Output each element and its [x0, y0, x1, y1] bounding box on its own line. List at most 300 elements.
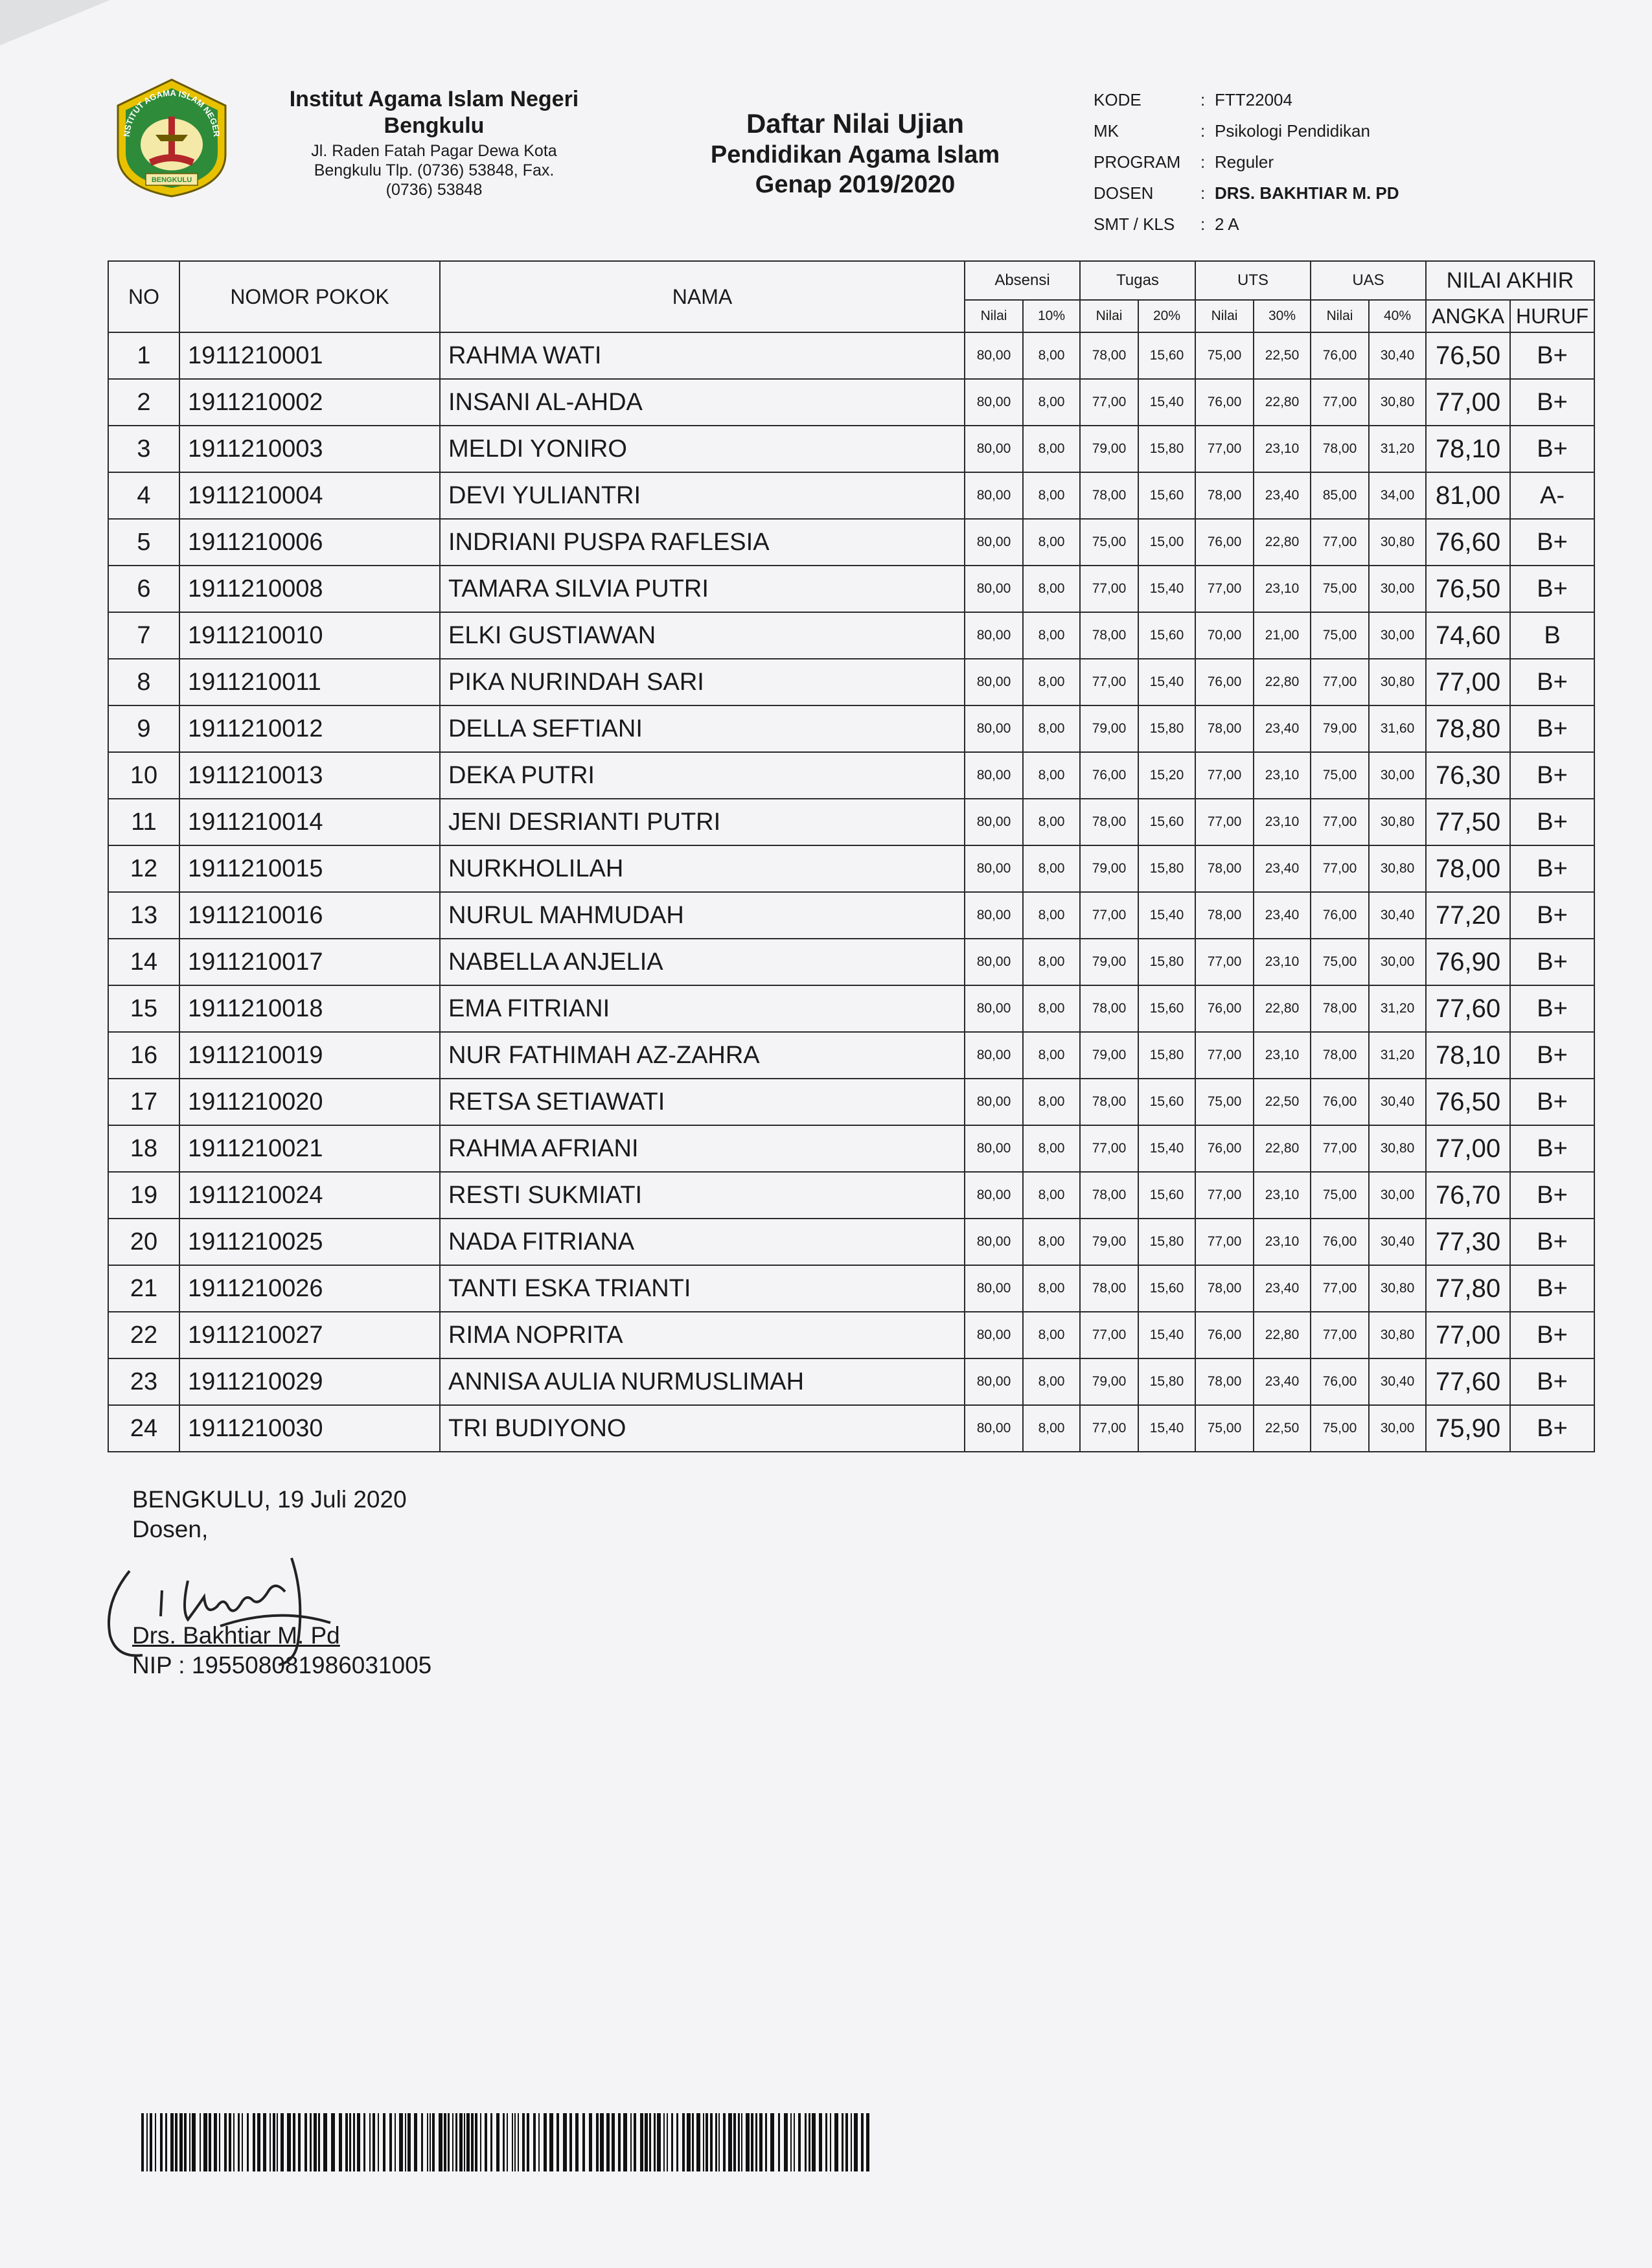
institution-address-3: (0736) 53848 [385, 181, 483, 199]
table-row [108, 1125, 1594, 1172]
cell-absensi-nilai: 80,00 [965, 985, 1023, 1032]
cell-tugas-nilai: 78,00 [1080, 1079, 1138, 1125]
cell-huruf: B+ [1510, 379, 1594, 426]
cell-nomor-pokok: 1911210025 [179, 1219, 440, 1265]
cell-nomor-pokok: 1911210019 [179, 1032, 440, 1079]
header-absensi-nilai: Nilai [965, 300, 1023, 332]
cell-huruf: B+ [1510, 939, 1594, 985]
cell-absensi-nilai: 80,00 [965, 1032, 1023, 1079]
header-tugas: Tugas [1080, 261, 1195, 300]
cell-absensi-nilai: 80,00 [965, 379, 1023, 426]
table-row [108, 939, 1594, 985]
cell-uts-30: 22,80 [1254, 1125, 1311, 1172]
cell-tugas-20: 15,80 [1138, 426, 1195, 472]
table-row [108, 1172, 1594, 1219]
cell-tugas-nilai: 78,00 [1080, 1172, 1138, 1219]
cell-uts-nilai: 70,00 [1195, 612, 1254, 659]
header-uas: UAS [1311, 261, 1426, 300]
cell-uts-nilai: 78,00 [1195, 705, 1254, 752]
table-row [108, 1079, 1594, 1125]
cell-no: 8 [108, 659, 179, 705]
cell-uas-nilai: 75,00 [1311, 1405, 1369, 1452]
cell-absensi-10: 8,00 [1023, 1219, 1080, 1265]
cell-tugas-20: 15,60 [1138, 612, 1195, 659]
cell-huruf: B+ [1510, 1405, 1594, 1452]
institution-address-2: Bengkulu Tlp. (0736) 53848, Fax. [314, 161, 555, 179]
cell-angka: 77,00 [1426, 1312, 1510, 1358]
cell-huruf: B+ [1510, 566, 1594, 612]
cell-uas-40: 31,20 [1369, 1032, 1426, 1079]
cell-uas-40: 30,00 [1369, 939, 1426, 985]
cell-uas-nilai: 78,00 [1311, 426, 1369, 472]
cell-uas-40: 30,80 [1369, 1265, 1426, 1312]
signature-place-date: BENGKULU, 19 Juli 2020 [132, 1486, 407, 1513]
cell-uts-nilai: 76,00 [1195, 379, 1254, 426]
cell-absensi-10: 8,00 [1023, 332, 1080, 379]
cell-tugas-nilai: 79,00 [1080, 1032, 1138, 1079]
cell-uas-40: 30,40 [1369, 332, 1426, 379]
cell-uts-30: 23,40 [1254, 892, 1311, 939]
header-no: NO [108, 261, 179, 332]
grades-table-body [108, 332, 1594, 1452]
cell-angka: 76,50 [1426, 332, 1510, 379]
cell-nama: NURUL MAHMUDAH [440, 892, 965, 939]
cell-uts-nilai: 78,00 [1195, 472, 1254, 519]
cell-uas-nilai: 77,00 [1311, 1265, 1369, 1312]
cell-uas-nilai: 77,00 [1311, 1312, 1369, 1358]
cell-nomor-pokok: 1911210001 [179, 332, 440, 379]
institution-seal-logo [110, 76, 233, 200]
cell-uas-nilai: 76,00 [1311, 892, 1369, 939]
cell-tugas-nilai: 79,00 [1080, 426, 1138, 472]
cell-nama: TAMARA SILVIA PUTRI [440, 566, 965, 612]
cell-nama: NURKHOLILAH [440, 845, 965, 892]
header-tugas-nilai: Nilai [1080, 300, 1138, 332]
cell-absensi-10: 8,00 [1023, 1125, 1080, 1172]
cell-absensi-10: 8,00 [1023, 705, 1080, 752]
cell-huruf: B+ [1510, 519, 1594, 566]
cell-tugas-20: 15,80 [1138, 845, 1195, 892]
header-uas-nilai: Nilai [1311, 300, 1369, 332]
cell-uts-nilai: 77,00 [1195, 939, 1254, 985]
cell-uas-40: 30,40 [1369, 1358, 1426, 1405]
meta-row-mk: MK : Psikologi Pendidikan [1094, 121, 1370, 141]
cell-nomor-pokok: 1911210026 [179, 1265, 440, 1312]
grades-table [108, 260, 1595, 1452]
header-absensi: Absensi [965, 261, 1080, 300]
cell-absensi-10: 8,00 [1023, 1405, 1080, 1452]
cell-angka: 77,50 [1426, 799, 1510, 845]
cell-tugas-20: 15,80 [1138, 1219, 1195, 1265]
cell-uts-30: 23,10 [1254, 1172, 1311, 1219]
cell-uas-nilai: 76,00 [1311, 1219, 1369, 1265]
cell-uts-30: 23,10 [1254, 1032, 1311, 1079]
cell-uas-40: 30,80 [1369, 659, 1426, 705]
cell-uts-30: 22,80 [1254, 519, 1311, 566]
table-row [108, 472, 1594, 519]
cell-absensi-10: 8,00 [1023, 752, 1080, 799]
meta-row-smt-kls: SMT / KLS : 2 A [1094, 214, 1239, 234]
cell-uts-nilai: 76,00 [1195, 985, 1254, 1032]
cell-no: 17 [108, 1079, 179, 1125]
cell-tugas-20: 15,80 [1138, 705, 1195, 752]
signature-name: Drs. Bakhtiar M. Pd [132, 1622, 340, 1649]
header-nilai-akhir: NILAI AKHIR [1426, 261, 1594, 300]
cell-uas-nilai: 78,00 [1311, 985, 1369, 1032]
cell-absensi-nilai: 80,00 [965, 799, 1023, 845]
cell-uas-nilai: 77,00 [1311, 379, 1369, 426]
cell-nama: RAHMA WATI [440, 332, 965, 379]
cell-nomor-pokok: 1911210006 [179, 519, 440, 566]
cell-absensi-10: 8,00 [1023, 659, 1080, 705]
cell-uas-40: 31,60 [1369, 705, 1426, 752]
cell-nama: MELDI YONIRO [440, 426, 965, 472]
cell-nama: RETSA SETIAWATI [440, 1079, 965, 1125]
cell-angka: 74,60 [1426, 612, 1510, 659]
cell-uts-30: 23,10 [1254, 799, 1311, 845]
cell-angka: 77,60 [1426, 985, 1510, 1032]
cell-absensi-nilai: 80,00 [965, 705, 1023, 752]
cell-angka: 77,00 [1426, 379, 1510, 426]
cell-uas-40: 30,40 [1369, 892, 1426, 939]
cell-uts-nilai: 78,00 [1195, 1265, 1254, 1312]
table-row [108, 379, 1594, 426]
cell-absensi-10: 8,00 [1023, 426, 1080, 472]
cell-no: 4 [108, 472, 179, 519]
cell-angka: 76,30 [1426, 752, 1510, 799]
cell-nama: JENI DESRIANTI PUTRI [440, 799, 965, 845]
cell-huruf: B+ [1510, 659, 1594, 705]
cell-nama: NUR FATHIMAH AZ-ZAHRA [440, 1032, 965, 1079]
cell-nama: INSANI AL-AHDA [440, 379, 965, 426]
table-row [108, 985, 1594, 1032]
cell-uas-40: 30,00 [1369, 1405, 1426, 1452]
cell-uas-40: 30,80 [1369, 379, 1426, 426]
cell-angka: 78,80 [1426, 705, 1510, 752]
cell-uts-nilai: 77,00 [1195, 1032, 1254, 1079]
institution-block [272, 86, 596, 200]
table-row [108, 1358, 1594, 1405]
cell-tugas-nilai: 75,00 [1080, 519, 1138, 566]
cell-huruf: B+ [1510, 1079, 1594, 1125]
cell-tugas-20: 15,40 [1138, 379, 1195, 426]
cell-nomor-pokok: 1911210004 [179, 472, 440, 519]
cell-angka: 81,00 [1426, 472, 1510, 519]
cell-uts-30: 23,10 [1254, 939, 1311, 985]
cell-tugas-nilai: 77,00 [1080, 379, 1138, 426]
cell-uas-40: 31,20 [1369, 985, 1426, 1032]
cell-tugas-nilai: 77,00 [1080, 892, 1138, 939]
cell-uas-nilai: 75,00 [1311, 1172, 1369, 1219]
cell-tugas-20: 15,00 [1138, 519, 1195, 566]
table-row [108, 799, 1594, 845]
cell-absensi-nilai: 80,00 [965, 1079, 1023, 1125]
cell-tugas-20: 15,40 [1138, 566, 1195, 612]
cell-uas-nilai: 76,00 [1311, 1079, 1369, 1125]
cell-angka: 77,30 [1426, 1219, 1510, 1265]
header-absensi-10: 10% [1023, 300, 1080, 332]
cell-absensi-nilai: 80,00 [965, 1125, 1023, 1172]
cell-tugas-nilai: 76,00 [1080, 752, 1138, 799]
cell-nama: DEKA PUTRI [440, 752, 965, 799]
cell-no: 10 [108, 752, 179, 799]
cell-uts-nilai: 76,00 [1195, 1312, 1254, 1358]
cell-nomor-pokok: 1911210003 [179, 426, 440, 472]
cell-uas-nilai: 78,00 [1311, 1032, 1369, 1079]
cell-uts-nilai: 77,00 [1195, 426, 1254, 472]
cell-absensi-10: 8,00 [1023, 612, 1080, 659]
cell-no: 5 [108, 519, 179, 566]
cell-absensi-nilai: 80,00 [965, 1312, 1023, 1358]
cell-tugas-20: 15,60 [1138, 799, 1195, 845]
cell-uts-nilai: 77,00 [1195, 1219, 1254, 1265]
cell-uas-nilai: 75,00 [1311, 612, 1369, 659]
cell-absensi-10: 8,00 [1023, 892, 1080, 939]
cell-uas-nilai: 75,00 [1311, 566, 1369, 612]
cell-angka: 76,90 [1426, 939, 1510, 985]
cell-no: 18 [108, 1125, 179, 1172]
institution-name: Institut Agama Islam Negeri [289, 87, 579, 111]
cell-huruf: B+ [1510, 426, 1594, 472]
cell-absensi-10: 8,00 [1023, 845, 1080, 892]
cell-no: 22 [108, 1312, 179, 1358]
document-title: Daftar Nilai Ujian [746, 108, 965, 139]
cell-angka: 77,60 [1426, 1358, 1510, 1405]
cell-tugas-nilai: 78,00 [1080, 799, 1138, 845]
header-uts-nilai: Nilai [1195, 300, 1254, 332]
handwritten-signature [91, 1545, 389, 1668]
cell-uts-nilai: 76,00 [1195, 1125, 1254, 1172]
cell-uts-30: 23,10 [1254, 566, 1311, 612]
cell-nama: EMA FITRIANI [440, 985, 965, 1032]
cell-uts-30: 23,10 [1254, 1219, 1311, 1265]
table-row [108, 892, 1594, 939]
cell-uts-nilai: 75,00 [1195, 332, 1254, 379]
cell-angka: 78,10 [1426, 1032, 1510, 1079]
table-row [108, 659, 1594, 705]
cell-tugas-nilai: 77,00 [1080, 1312, 1138, 1358]
header-huruf: HURUF [1510, 300, 1594, 332]
cell-uts-30: 22,50 [1254, 1405, 1311, 1452]
cell-huruf: B+ [1510, 1265, 1594, 1312]
cell-uts-30: 21,00 [1254, 612, 1311, 659]
cell-uas-nilai: 75,00 [1311, 939, 1369, 985]
cell-tugas-20: 15,60 [1138, 332, 1195, 379]
table-row [108, 752, 1594, 799]
cell-uts-30: 23,40 [1254, 1358, 1311, 1405]
cell-uas-nilai: 79,00 [1311, 705, 1369, 752]
barcode [141, 2113, 869, 2171]
cell-nomor-pokok: 1911210014 [179, 799, 440, 845]
cell-uts-30: 23,40 [1254, 705, 1311, 752]
cell-uas-40: 30,80 [1369, 845, 1426, 892]
cell-huruf: B+ [1510, 332, 1594, 379]
cell-nama: RAHMA AFRIANI [440, 1125, 965, 1172]
cell-tugas-20: 15,40 [1138, 1405, 1195, 1452]
cell-tugas-20: 15,60 [1138, 985, 1195, 1032]
cell-nama: TRI BUDIYONO [440, 1405, 965, 1452]
cell-uas-nilai: 77,00 [1311, 799, 1369, 845]
cell-no: 24 [108, 1405, 179, 1452]
cell-absensi-nilai: 80,00 [965, 1358, 1023, 1405]
cell-uts-nilai: 76,00 [1195, 659, 1254, 705]
cell-absensi-10: 8,00 [1023, 799, 1080, 845]
header-nama: NAMA [440, 261, 965, 332]
cell-huruf: B+ [1510, 1032, 1594, 1079]
cell-huruf: B+ [1510, 1312, 1594, 1358]
cell-huruf: B+ [1510, 845, 1594, 892]
cell-angka: 75,90 [1426, 1405, 1510, 1452]
header-tugas-20: 20% [1138, 300, 1195, 332]
cell-nama: ANNISA AULIA NURMUSLIMAH [440, 1358, 965, 1405]
cell-uas-nilai: 77,00 [1311, 1125, 1369, 1172]
cell-tugas-nilai: 79,00 [1080, 939, 1138, 985]
table-row [108, 426, 1594, 472]
cell-absensi-10: 8,00 [1023, 566, 1080, 612]
header-uts: UTS [1195, 261, 1311, 300]
cell-uts-30: 23,10 [1254, 752, 1311, 799]
cell-uts-nilai: 77,00 [1195, 1172, 1254, 1219]
cell-tugas-nilai: 78,00 [1080, 612, 1138, 659]
cell-no: 23 [108, 1358, 179, 1405]
header-uas-40: 40% [1369, 300, 1426, 332]
document-subtitle: Pendidikan Agama Islam [710, 141, 1000, 168]
cell-no: 15 [108, 985, 179, 1032]
cell-nomor-pokok: 1911210002 [179, 379, 440, 426]
cell-huruf: B+ [1510, 1219, 1594, 1265]
cell-nomor-pokok: 1911210008 [179, 566, 440, 612]
signature-nip: NIP : 195508081986031005 [132, 1652, 432, 1678]
table-row [108, 705, 1594, 752]
cell-uas-40: 30,00 [1369, 752, 1426, 799]
table-row [108, 1405, 1594, 1452]
cell-absensi-nilai: 80,00 [965, 939, 1023, 985]
table-row [108, 519, 1594, 566]
cell-huruf: B [1510, 612, 1594, 659]
cell-no: 20 [108, 1219, 179, 1265]
cell-nama: ELKI GUSTIAWAN [440, 612, 965, 659]
cell-uas-40: 30,00 [1369, 1172, 1426, 1219]
cell-uts-nilai: 75,00 [1195, 1079, 1254, 1125]
cell-tugas-20: 15,60 [1138, 1172, 1195, 1219]
cell-huruf: B+ [1510, 1172, 1594, 1219]
cell-absensi-nilai: 80,00 [965, 566, 1023, 612]
cell-tugas-nilai: 78,00 [1080, 1265, 1138, 1312]
cell-tugas-20: 15,60 [1138, 472, 1195, 519]
table-row [108, 1032, 1594, 1079]
cell-uas-40: 30,80 [1369, 519, 1426, 566]
cell-no: 9 [108, 705, 179, 752]
cell-nomor-pokok: 1911210015 [179, 845, 440, 892]
cell-nama: RIMA NOPRITA [440, 1312, 965, 1358]
cell-huruf: B+ [1510, 705, 1594, 752]
cell-tugas-20: 15,60 [1138, 1079, 1195, 1125]
header-angka: ANGKA [1426, 300, 1510, 332]
cell-absensi-nilai: 80,00 [965, 752, 1023, 799]
cell-uas-40: 30,40 [1369, 1079, 1426, 1125]
meta-row-program: PROGRAM : Reguler [1094, 152, 1274, 172]
cell-tugas-nilai: 78,00 [1080, 472, 1138, 519]
table-row [108, 845, 1594, 892]
cell-nomor-pokok: 1911210018 [179, 985, 440, 1032]
cell-absensi-nilai: 80,00 [965, 1172, 1023, 1219]
cell-absensi-10: 8,00 [1023, 1265, 1080, 1312]
cell-absensi-nilai: 80,00 [965, 612, 1023, 659]
cell-absensi-10: 8,00 [1023, 1172, 1080, 1219]
cell-nama: PIKA NURINDAH SARI [440, 659, 965, 705]
cell-nama: DELLA SEFTIANI [440, 705, 965, 752]
cell-nomor-pokok: 1911210030 [179, 1405, 440, 1452]
page-fold-corner [0, 0, 110, 45]
cell-nomor-pokok: 1911210021 [179, 1125, 440, 1172]
cell-uas-40: 30,80 [1369, 1125, 1426, 1172]
cell-uas-40: 34,00 [1369, 472, 1426, 519]
cell-uts-30: 23,40 [1254, 472, 1311, 519]
cell-uts-nilai: 78,00 [1195, 845, 1254, 892]
cell-nomor-pokok: 1911210013 [179, 752, 440, 799]
cell-angka: 77,80 [1426, 1265, 1510, 1312]
cell-tugas-20: 15,20 [1138, 752, 1195, 799]
cell-nomor-pokok: 1911210017 [179, 939, 440, 985]
cell-no: 13 [108, 892, 179, 939]
cell-uts-30: 22,50 [1254, 332, 1311, 379]
cell-uas-40: 30,80 [1369, 799, 1426, 845]
cell-uts-nilai: 77,00 [1195, 752, 1254, 799]
cell-nama: NABELLA ANJELIA [440, 939, 965, 985]
cell-no: 21 [108, 1265, 179, 1312]
cell-tugas-20: 15,80 [1138, 1358, 1195, 1405]
seal-text-top: NSTITUT AGAMA ISLAM NEGER [121, 87, 222, 137]
cell-angka: 77,00 [1426, 1125, 1510, 1172]
cell-uas-40: 30,00 [1369, 566, 1426, 612]
table-row [108, 332, 1594, 379]
course-meta [1094, 84, 1399, 240]
cell-uts-nilai: 78,00 [1195, 892, 1254, 939]
cell-huruf: B+ [1510, 752, 1594, 799]
cell-nomor-pokok: 1911210011 [179, 659, 440, 705]
cell-absensi-10: 8,00 [1023, 519, 1080, 566]
cell-tugas-nilai: 79,00 [1080, 845, 1138, 892]
cell-uas-40: 31,20 [1369, 426, 1426, 472]
cell-nama: DEVI YULIANTRI [440, 472, 965, 519]
cell-no: 7 [108, 612, 179, 659]
cell-uas-nilai: 77,00 [1311, 659, 1369, 705]
cell-uts-nilai: 75,00 [1195, 1405, 1254, 1452]
meta-row-dosen: DOSEN : DRS. BAKHTIAR M. PD [1094, 183, 1399, 203]
cell-huruf: B+ [1510, 1358, 1594, 1405]
cell-absensi-10: 8,00 [1023, 985, 1080, 1032]
table-row [108, 1312, 1594, 1358]
cell-uts-30: 22,80 [1254, 985, 1311, 1032]
cell-uts-30: 23,10 [1254, 426, 1311, 472]
table-row [108, 612, 1594, 659]
cell-no: 19 [108, 1172, 179, 1219]
cell-huruf: B+ [1510, 799, 1594, 845]
cell-nama: NADA FITRIANA [440, 1219, 965, 1265]
cell-absensi-nilai: 80,00 [965, 1265, 1023, 1312]
cell-no: 11 [108, 799, 179, 845]
cell-uts-nilai: 77,00 [1195, 566, 1254, 612]
cell-tugas-20: 15,40 [1138, 1312, 1195, 1358]
cell-nomor-pokok: 1911210012 [179, 705, 440, 752]
cell-uas-nilai: 85,00 [1311, 472, 1369, 519]
cell-angka: 76,70 [1426, 1172, 1510, 1219]
cell-absensi-10: 8,00 [1023, 1358, 1080, 1405]
cell-uas-40: 30,80 [1369, 1312, 1426, 1358]
cell-nomor-pokok: 1911210024 [179, 1172, 440, 1219]
cell-uts-30: 23,40 [1254, 1265, 1311, 1312]
cell-uts-30: 22,80 [1254, 659, 1311, 705]
